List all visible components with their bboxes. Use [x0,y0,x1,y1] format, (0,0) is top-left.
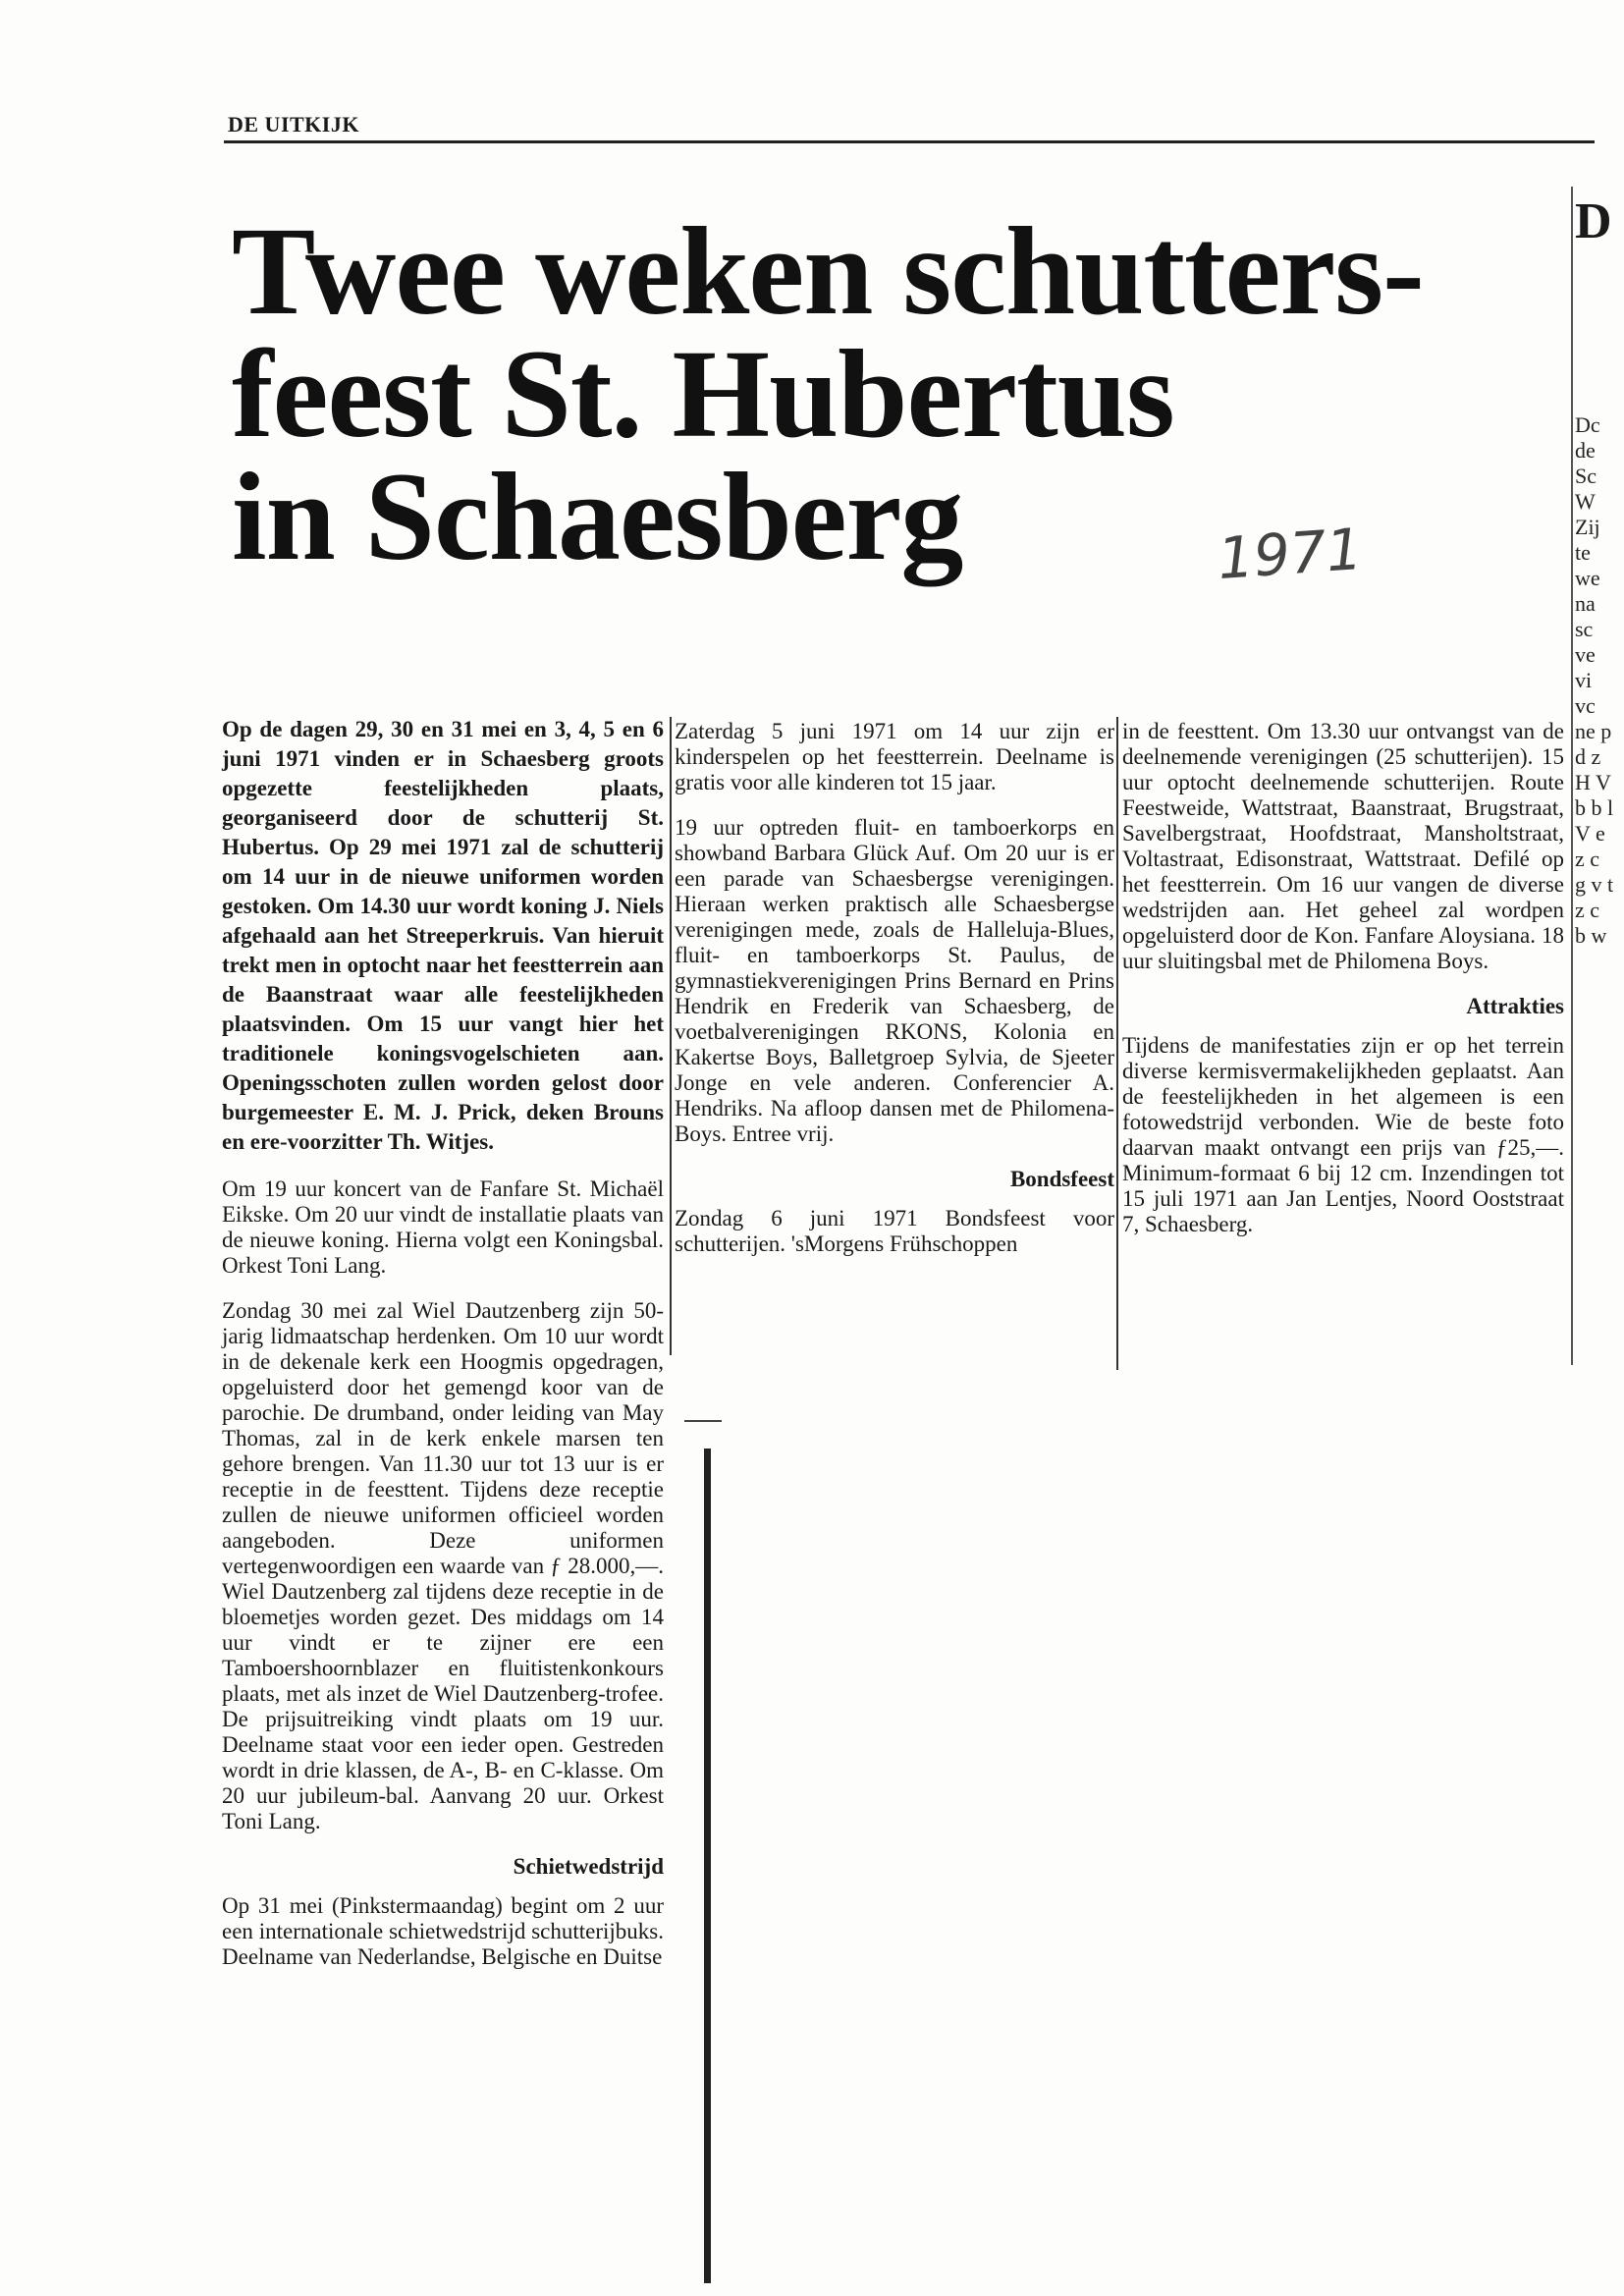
headline-line-3: in Schaesberg [232,447,963,586]
column-end-rule [684,1420,722,1422]
paragraph: Zaterdag 5 juni 1971 om 14 uur zijn er kinderspelen op het feestterrein. Deelname is gratis voor alle kinderen tot 15 jaar. [675,719,1114,794]
article-column-2 [675,719,1114,1277]
column-divider [1116,717,1118,1370]
column-divider [670,717,672,1355]
subheading-schietwedstrijd: Schietwedstrijd [513,1854,664,1879]
masthead-rule [224,140,1595,143]
handwritten-year-annotation: 1971 [1215,515,1365,593]
paragraph: Om 19 uur koncert van de Fanfare St. Michaël Eikske. Om 20 uur vindt de installatie plaats van de nieuwe koning. Hierna volgt een Koningsbal. Orkest Toni Lang. [222,1176,664,1278]
paragraph: Zondag 6 juni 1971 Bondsfeest voor schutterijen. 'sMorgens Frühschoppen [675,1206,1114,1256]
paragraph: in de feesttent. Om 13.30 uur ontvangst van de deelnemende verenigingen (25 schutterijen). 15 uur optocht deelnemende schutterijen. Route Feestweide, Wattstraat, Baanstraat, Brugstraat, Savelbergstraat, Hoofdstraat, Mansholtstraat, Voltastraat, Edisonstraat, Wattstraat. Defilé op het feestterrein. Om 16 uur vangen de diverse wedstrijden aan. Het geheel zal wordpen opgeluisterd door de Kon. Fanfare Aloysiana. 18 uur sluitingsbal met de Philomena Boys. [1122,719,1564,973]
lead-paragraph: Op de dagen 29, 30 en 31 mei en 3, 4, 5 en 6 juni 1971 vinden er in Schaesberg groots opgezette feestelijkheden plaats, georganiseerd door de schutterij St. Hubertus. Op 29 mei 1971 zal de schutterij om 14 uur in de nieuwe uniformen worden gestoken. Om 14.30 uur wordt koning J. Niels afgehaald aan het Streeperkruis. Van hieruit trekt men in optocht naar het feestterrein aan de Baanstraat waar alle feestelijkheden plaatsvinden. Om 15 uur vangt hier het traditionele koningsvogelschieten aan. Openingsschoten zullen worden gelost door burgemeester E. M. J. Prick, deken Brouns en ere-voorzitter Th. Witjes. [222,717,664,1154]
paragraph: 19 uur optreden fluit- en tamboerkorps en showband Barbara Glück Auf. Om 20 uur is er een parade van Schaesbergse verenigingen. Hieraan werken praktisch alle Schaesbergse verenigingen mede, zoals de Halleluja-Blues, fluit- en tamboerkorps St. Paulus, de gymnastiekverenigingen Prins Bernard en Prins Hendrik en Frederik van Schaesberg, de voetbalverenigingen RKONS, Kolonia en Kakertse Boys, Balletgroep Sylvia, de Sjeeter Jonge en vele anderen. Conferencier A. Hendriks. Na afloop dansen met de Philomena-Boys. Entree vrij. [675,815,1114,1146]
subheading-bondsfeest: Bondsfeest [1009,1167,1114,1191]
paragraph: Op 31 mei (Pinkstermaandag) begint om 2 uur een internationale schietwedstrijd schutterijbuks. Deelname van Nederlandse, Belgische en Duitse [222,1893,664,1969]
headline-line-2: feest St. Hubertus [232,324,1174,464]
subheading-attrakties: Attrakties [1466,994,1564,1018]
article-column-3 [1122,719,1564,1257]
adjacent-text-fragments: Dc de Sc W Zij te we na sc ve vi vc ne p d z H V b b l V e z c g v t z c b w [1575,412,1614,948]
headline-line-1: Twee weken schutters- [232,201,1424,341]
article-column-1 [222,715,664,1990]
scan-edge-bar [704,1449,711,2283]
paragraph: Tijdens de manifestaties zijn er op het terrein diverse kermisvermakelijkheden geplaatst. Aan de feestelijkheden in het algemeen is een fotowedstrijd verbonden. Wie de beste foto daarvan maakt ontvangt een prijs van ƒ25,—. Minimum-formaat 6 bij 12 cm. Inzendingen tot 15 juli 1971 aan Jan Lentjes, Noord Ooststraat 7, Schaesberg. [1122,1033,1564,1236]
masthead: DE UITKIJK [228,112,359,137]
adjacent-heading-fragment: D [1575,193,1612,249]
paragraph: Zondag 30 mei zal Wiel Dautzenberg zijn 50-jarig lidmaatschap herdenken. Om 10 uur wordt in de dekenale kerk een Hoogmis opgedragen, opgeluisterd door het gemengd koor van de parochie. De drumband, onder leiding van May Thomas, zal in de kerk enkele marsen ten gehore brengen. Van 11.30 uur tot 13 uur is er receptie in de feesttent. Tijdens deze receptie zullen de nieuwe uniformen officieel worden aangeboden. Deze uniformen vertegenwoordigen een waarde van ƒ 28.000,—. Wiel Dautzenberg zal tijdens deze receptie in de bloemetjes worden gezet. Des middags om 14 uur vindt er te zijner ere een Tamboershoornblazer en fluitistenkonkours plaats, met als inzet de Wiel Dautzenberg-trofee. De prijsuitreiking vindt plaats om 19 uur. Deelname staat voor een ieder open. Gestreden wordt in drie klassen, de A-, B- en C-klasse. Om 20 uur jubileum-bal. Aanvang 20 uur. Orkest Toni Lang. [222,1298,664,1833]
